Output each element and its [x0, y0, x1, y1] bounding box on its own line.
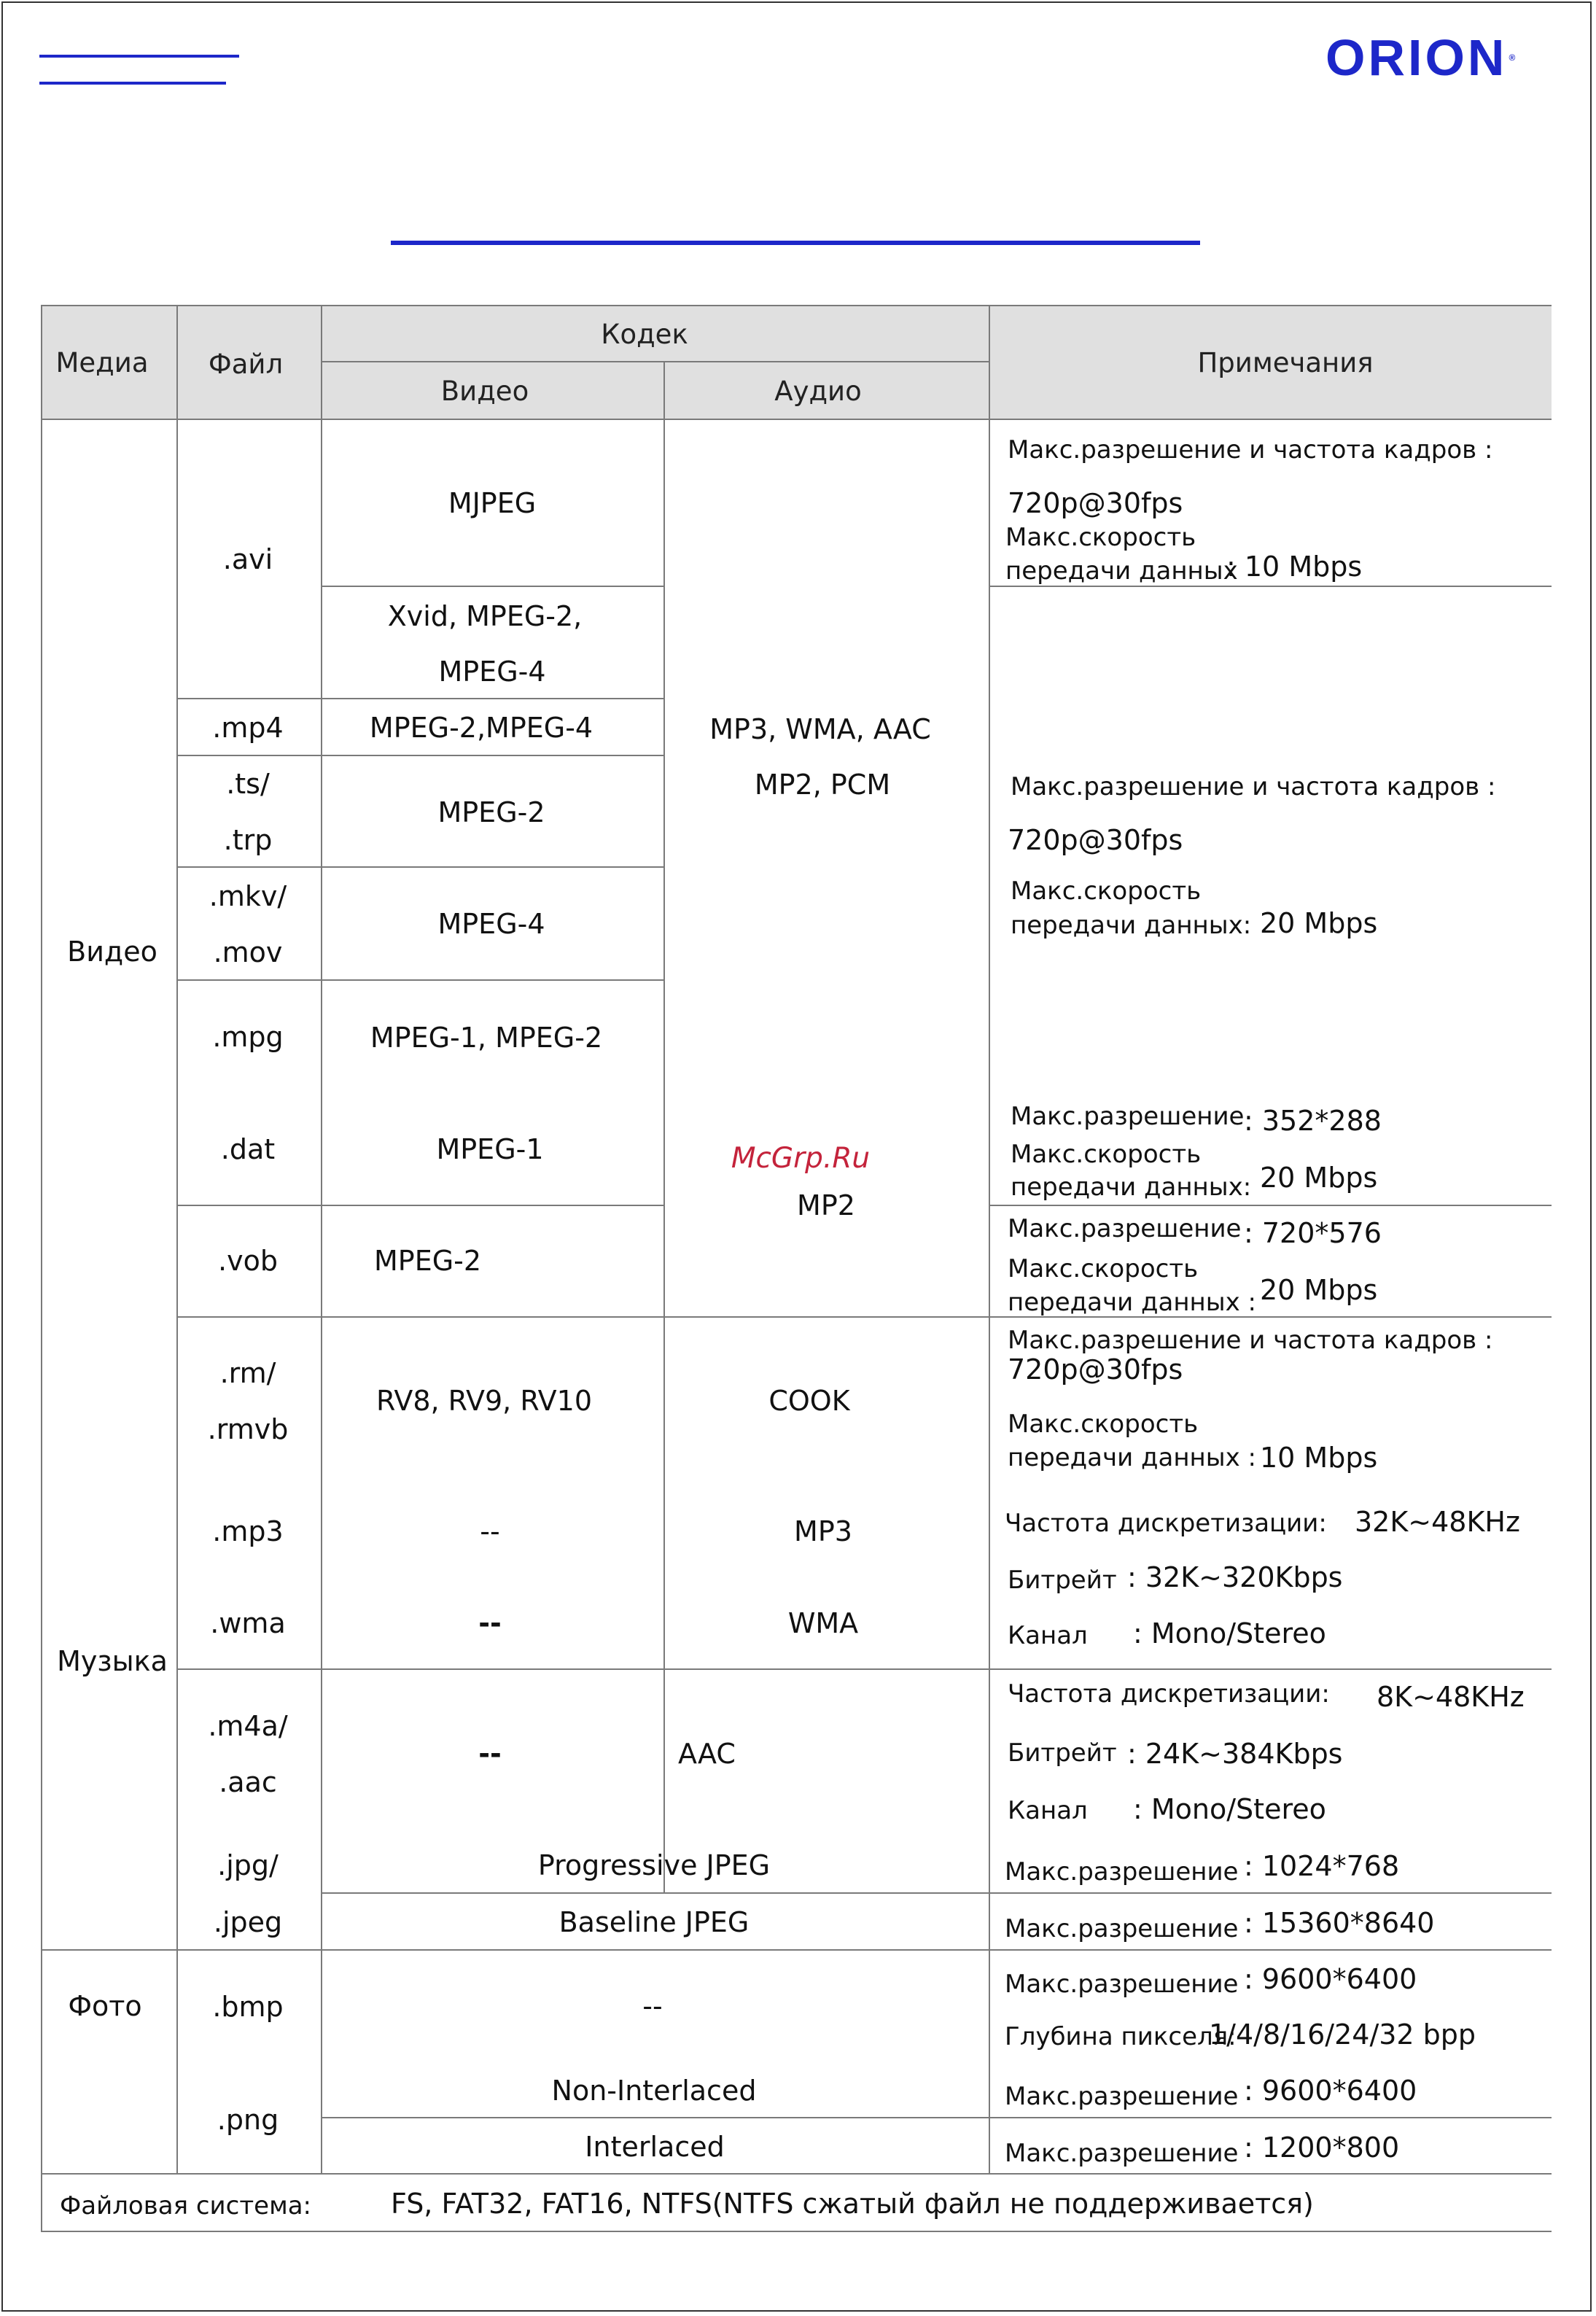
- media-video: Видео: [67, 936, 157, 968]
- note-jpeg-label: Макс.разрешение: [1005, 1914, 1239, 1943]
- video-codec-rm: RV8, RV9, RV10: [376, 1385, 592, 1417]
- note-bmp-value: : 9600*6400: [1244, 1963, 1417, 1995]
- note-aac-channel-label: Канал: [1008, 1796, 1088, 1825]
- table-rule: [177, 755, 663, 756]
- note-bmp-label: Макс.разрешение: [1005, 1970, 1239, 1999]
- video-codec-bmp: --: [642, 1990, 663, 2022]
- video-codec-jpg: Progressive JPEG: [537, 1849, 771, 1881]
- note-png-interlaced-value: : 1200*800: [1244, 2132, 1400, 2164]
- note-aac-freq-label: Частота дискретизации:: [1008, 1679, 1330, 1709]
- file-bmp: .bmp: [212, 1991, 284, 2023]
- file-m4a: .m4a/: [208, 1710, 288, 1742]
- note-dat-speed-label: Макс.скорость: [1011, 1140, 1202, 1169]
- note-vob-speed-label-2: передачи данных :: [1008, 1288, 1257, 1317]
- audio-codec-main-line2: MP2, PCM: [754, 769, 891, 801]
- file-mp3: .mp3: [212, 1515, 284, 1547]
- note-mp3-bitrate-value: : 32K~320Kbps: [1127, 1561, 1343, 1593]
- table-rule: [321, 305, 322, 2173]
- note-bmp-depth-value: 1/4/8/16/24/32 bpp: [1209, 2018, 1476, 2051]
- note-mid-speed-label: Макс.скорость: [1011, 877, 1202, 906]
- file-trp: .trp: [223, 824, 273, 856]
- table-rule: [41, 2231, 1552, 2232]
- table-rule: [177, 979, 663, 981]
- top-link-line-1[interactable]: [39, 55, 239, 58]
- note-mid-speed-value: 20 Mbps: [1260, 907, 1378, 939]
- table-rule: [177, 866, 663, 868]
- video-codec-dat: MPEG-1: [436, 1133, 544, 1165]
- table-rule: [663, 361, 665, 1892]
- video-codec-avi-xvid: Xvid, MPEG-2,: [387, 600, 583, 632]
- note-mp3-freq-label: Частота дискретизации:: [1005, 1509, 1327, 1538]
- audio-codec-wma: WMA: [787, 1607, 859, 1639]
- file-wma: .wma: [210, 1607, 286, 1639]
- note-rm-speed-label-2: передачи данных :: [1008, 1443, 1257, 1472]
- note-dat-speed-label-2: передачи данных:: [1011, 1173, 1252, 1202]
- note-mid-res-label: Макс.разрешение и частота кадров :: [1011, 772, 1496, 801]
- file-vob: .vob: [218, 1245, 278, 1277]
- video-codec-png-noninterlaced: Non-Interlaced: [551, 2075, 757, 2107]
- file-aac: .aac: [219, 1766, 277, 1798]
- brand-name: ORION: [1326, 29, 1508, 86]
- file-png: .png: [217, 2104, 279, 2136]
- note-avi-res-value: 720p@30fps: [1008, 487, 1183, 519]
- table-rule: [41, 305, 1552, 306]
- table-rule: [41, 419, 1552, 420]
- table-rule: [321, 1892, 1552, 1894]
- file-ts: .ts/: [226, 768, 270, 800]
- table-rule: [41, 2173, 1552, 2175]
- footer-filesystem-label: Файловая система:: [60, 2191, 312, 2220]
- file-dat: .dat: [220, 1133, 276, 1165]
- note-rm-res-label: Макс.разрешение и частота кадров :: [1008, 1326, 1493, 1355]
- header-video: Видео: [440, 376, 529, 407]
- note-aac-channel-value: : Mono/Stereo: [1133, 1793, 1326, 1825]
- video-codec-mkv: MPEG-4: [437, 908, 545, 940]
- audio-codec-mp2: MP2: [797, 1189, 855, 1221]
- video-codec-vob: MPEG-2: [374, 1245, 482, 1277]
- note-aac-bitrate-label: Битрейт: [1008, 1738, 1117, 1768]
- note-mp3-channel-value: : Mono/Stereo: [1133, 1617, 1326, 1649]
- file-avi: .avi: [222, 543, 273, 575]
- note-vob-res-value: : 720*576: [1244, 1217, 1382, 1249]
- note-avi-speed-label-2: передачи данных: [1005, 556, 1238, 586]
- video-codec-wma: --: [478, 1607, 502, 1639]
- file-rm: .rm/: [219, 1357, 276, 1389]
- header-audio: Аудио: [774, 376, 862, 407]
- video-codec-mp3: --: [480, 1515, 500, 1547]
- brand-logo: [1326, 29, 1516, 86]
- note-vob-speed-value: 20 Mbps: [1260, 1274, 1378, 1306]
- file-jpg: .jpg/: [217, 1849, 279, 1881]
- top-link-line-2[interactable]: [39, 82, 226, 85]
- table-rule: [177, 1205, 663, 1206]
- video-codec-mpg: MPEG-1, MPEG-2: [370, 1022, 603, 1054]
- note-mp3-bitrate-label: Битрейт: [1008, 1566, 1117, 1595]
- header-codec: Кодек: [601, 319, 688, 350]
- note-aac-freq-value: 8K~48KHz: [1377, 1681, 1525, 1713]
- note-mp3-channel-label: Канал: [1008, 1621, 1088, 1650]
- note-mid-res-value: 720p@30fps: [1008, 824, 1183, 856]
- note-dat-res-value: : 352*288: [1244, 1105, 1382, 1137]
- header-notes: Примечания: [1197, 347, 1374, 378]
- table-rule: [321, 2117, 1552, 2118]
- table-rule: [41, 305, 42, 2231]
- note-mid-speed-label-2: передачи данных:: [1011, 911, 1252, 940]
- footer-filesystem-value: FS, FAT32, FAT16, NTFS(NTFS сжатый файл не поддерживается): [391, 2188, 1314, 2220]
- table-rule: [177, 1668, 1552, 1670]
- note-rm-speed-label: Макс.скорость: [1008, 1410, 1199, 1439]
- note-avi-speed-value: : 10 Mbps: [1226, 551, 1363, 583]
- video-codec-m4a: --: [478, 1738, 502, 1770]
- table-rule: [177, 698, 663, 699]
- video-codec-jpeg: Baseline JPEG: [558, 1906, 750, 1938]
- watermark: McGrp.Ru: [731, 1142, 871, 1175]
- file-mp4: .mp4: [212, 712, 284, 744]
- note-vob-speed-label: Макс.скорость: [1008, 1254, 1199, 1283]
- brand-mark: ®: [1509, 53, 1516, 63]
- file-mpg: .mpg: [212, 1021, 284, 1053]
- file-rmvb: .rmvb: [207, 1413, 289, 1445]
- video-codec-ts: MPEG-2: [437, 796, 545, 828]
- title-underline: [391, 241, 1200, 245]
- table-rule: [176, 305, 178, 2173]
- note-png-noninterlaced-value: : 9600*6400: [1244, 2075, 1417, 2107]
- note-avi-speed-label: Макс.скорость: [1005, 523, 1196, 552]
- note-png-noninterlaced-label: Макс.разрешение: [1005, 2082, 1239, 2111]
- note-vob-res-label: Макс.разрешение: [1008, 1214, 1242, 1243]
- file-mov: .mov: [213, 936, 283, 968]
- file-mkv: .mkv/: [209, 880, 287, 912]
- video-codec-avi-mjpeg: MJPEG: [448, 487, 537, 519]
- media-music: Музыка: [57, 1645, 168, 1677]
- note-dat-speed-value: 20 Mbps: [1260, 1162, 1378, 1194]
- video-codec-mp4: MPEG-2,MPEG-4: [369, 712, 593, 744]
- note-jpg-value: : 1024*768: [1244, 1850, 1400, 1882]
- audio-codec-main-line1: MP3, WMA, AAC: [709, 713, 931, 745]
- note-aac-bitrate-value: : 24K~384Kbps: [1127, 1738, 1343, 1770]
- note-rm-res-value: 720p@30fps: [1008, 1353, 1183, 1386]
- note-dat-res-label: Макс.разрешение: [1011, 1102, 1245, 1131]
- file-jpeg: .jpeg: [213, 1906, 283, 1938]
- note-jpg-label: Макс.разрешение: [1005, 1857, 1239, 1886]
- note-rm-speed-value: 10 Mbps: [1260, 1442, 1378, 1474]
- note-bmp-depth-label: Глубина пикселя:: [1005, 2022, 1237, 2051]
- header-file: Файл: [208, 349, 284, 380]
- table-rule: [321, 586, 663, 587]
- table-rule: [41, 1949, 1552, 1951]
- table-rule: [177, 1316, 1552, 1318]
- note-avi-res-label: Макс.разрешение и частота кадров :: [1008, 435, 1493, 465]
- note-mp3-freq-value: 32K~48KHz: [1355, 1506, 1520, 1538]
- video-codec-png-interlaced: Interlaced: [585, 2131, 725, 2163]
- audio-codec-rm: COOK: [768, 1385, 850, 1417]
- note-png-interlaced-label: Макс.разрешение: [1005, 2139, 1239, 2168]
- video-codec-avi-xvid-line2: MPEG-4: [438, 656, 546, 688]
- table-rule: [989, 1205, 1552, 1206]
- header-media: Медиа: [55, 347, 149, 378]
- audio-codec-m4a: AAC: [678, 1738, 736, 1770]
- table-rule: [321, 361, 989, 362]
- audio-codec-mp3: MP3: [794, 1515, 852, 1547]
- table-rule: [989, 305, 990, 2173]
- media-photo: Фото: [68, 1990, 142, 2022]
- note-jpeg-value: : 15360*8640: [1244, 1907, 1435, 1939]
